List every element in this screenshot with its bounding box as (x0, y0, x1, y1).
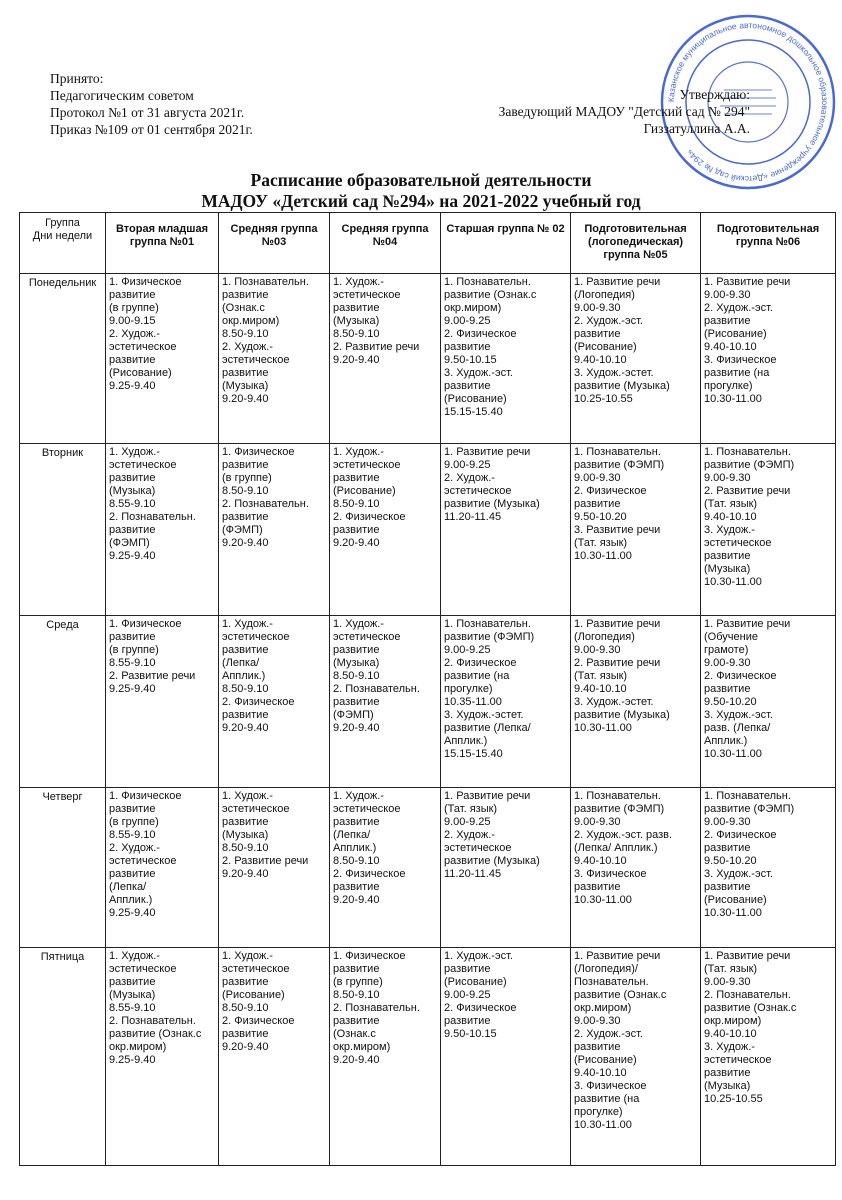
approval-line: Протокол №1 от 31 августа 2021г. (50, 105, 245, 120)
approval-block (50, 70, 253, 138)
schedule-cell: 1. Развитие речи (Обучение грамоте) 9.00-9.30 2. Физическое развитие 9.50-10.20 3. Худож.-эст. разв. (Лепка/ Апплик.) 10.30-11.00 (701, 616, 836, 788)
title-line-2: МАДОУ «Детский сад №294» на 2021-2022 учебный год (201, 191, 641, 211)
schedule-cell: 1. Познавательн. развитие (ФЭМП) 9.00-9.30 2. Худож.-эст. разв. (Лепка/ Апплик.) 9.40-10.10 3. Физическое развитие 10.30-11.00 (571, 788, 701, 948)
group-header: Подготовительная (логопедическая) группа №05 (571, 213, 701, 274)
schedule-cell: 1. Развитие речи (Тат. язык) 9.00-9.30 2. Познавательн. развитие (Ознак.с окр.миром) 9.40-10.10 3. Худож.- эстетическое развитие (Музыка) 10.25-10.55 (701, 948, 836, 1166)
day-cell: Четверг (20, 788, 106, 948)
group-header: Вторая младшая группа №01 (106, 213, 219, 274)
group-header: Средняя группа №03 (219, 213, 330, 274)
table-header-row (20, 213, 836, 274)
schedule-cell: 1. Худож.- эстетическое развитие (Музыка) 8.50-9.10 2. Познавательн. развитие (ФЭМП) 9.20-9.40 (330, 616, 441, 788)
schedule-cell: 1. Худож.- эстетическое развитие (Музыка) 8.50-9.10 2. Развитие речи 9.20-9.40 (219, 788, 330, 948)
schedule-cell: 1. Худож.- эстетическое развитие (Лепка/ Апплик.) 8.50-9.10 2. Физическое развитие 9.20-9.40 (219, 616, 330, 788)
schedule-cell: 1. Худож.- эстетическое развитие (Рисование) 8.50-9.10 2. Физическое развитие 9.20-9.40 (219, 948, 330, 1166)
schedule-cell: 1. Худож.- эстетическое развитие (Лепка/ Апплик.) 8.50-9.10 2. Физическое развитие 9.20-9.40 (330, 788, 441, 948)
group-header: Средняя группа №04 (330, 213, 441, 274)
schedule-cell: 1. Худож.-эст. развитие (Рисование) 9.00-9.25 2. Физическое развитие 9.50-10.15 (441, 948, 571, 1166)
schedule-cell: 1. Худож.- эстетическое развитие (Музыка) 8.55-9.10 2. Познавательн. развитие (Ознак.с окр.миром) 9.25-9.40 (106, 948, 219, 1166)
schedule-table (19, 212, 836, 1166)
approval-line: Педагогическим советом (50, 88, 194, 103)
title-line-1: Расписание образовательной деятельности (250, 170, 592, 190)
schedule-cell: 1. Худож.- эстетическое развитие (Музыка) 8.55-9.10 2. Познавательн. развитие (ФЭМП) 9.25-9.40 (106, 444, 219, 616)
schedule-cell: 1. Познавательн. развитие (ФЭМП) 9.00-9.30 2. Развитие речи (Тат. язык) 9.40-10.10 3. Худож.- эстетическое развитие (Музыка) 10.30-11.00 (701, 444, 836, 616)
approve-line: Заведующий МАДОУ "Детский сад № 294" (498, 104, 750, 119)
schedule-cell: 1. Развитие речи (Логопедия) 9.00-9.30 2. Худож.-эст. развитие (Рисование) 9.40-10.10 3. Худож.-эстет. развитие (Музыка) 10.25-10.55 (571, 274, 701, 444)
group-header: Подготовительная группа №06 (701, 213, 836, 274)
schedule-cell: 1. Познавательн. развитие (ФЭМП) 9.00-9.30 2. Физическое развитие 9.50-10.20 3. Развитие речи (Тат. язык) 10.30-11.00 (571, 444, 701, 616)
schedule-cell: 1. Познавательн. развитие (ФЭМП) 9.00-9.25 2. Физическое развитие (на прогулке) 10.35-11.00 3. Худож.-эстет. развитие (Лепка/ Апплик.) 15.15-15.40 (441, 616, 571, 788)
approve-line: Утверждаю: (679, 87, 750, 102)
approval-line: Приказ №109 от 01 сентября 2021г. (50, 122, 253, 137)
schedule-cell: 1. Развитие речи (Логопедия)/ Познавательн. развитие (Ознак.с окр.миром) 9.00-9.30 2. Худож.-эст. развитие (Рисование) 9.40-10.10 3. Физическое развитие (на прогулке) 10.30-11.00 (571, 948, 701, 1166)
schedule-cell: 1. Развитие речи 9.00-9.30 2. Худож.-эст. развитие (Рисование) 9.40-10.10 3. Физическое развитие (на прогулке) 10.30-11.00 (701, 274, 836, 444)
approve-line: Гиззатуллина А.А. (643, 121, 750, 136)
day-cell: Пятница (20, 948, 106, 1166)
schedule-cell: 1. Физическое развитие (в группе) 9.00-9.15 2. Худож.- эстетическое развитие (Рисование) 9.25-9.40 (106, 274, 219, 444)
schedule-cell: 1. Познавательн. развитие (ФЭМП) 9.00-9.30 2. Физическое развитие 9.50-10.20 3. Худож.-эст. развитие (Рисование) 10.30-11.00 (701, 788, 836, 948)
schedule-cell: 1. Физическое развитие (в группе) 8.55-9.10 2. Худож.- эстетическое развитие (Лепка/ Апплик.) 9.25-9.40 (106, 788, 219, 948)
document-title (0, 170, 842, 212)
schedule-cell: 1. Худож.- эстетическое развитие (Рисование) 8.50-9.10 2. Физическое развитие 9.20-9.40 (330, 444, 441, 616)
corner-header: Группа Дни недели (20, 213, 106, 274)
schedule-cell: 1. Развитие речи (Логопедия) 9.00-9.30 2. Развитие речи (Тат. язык) 9.40-10.10 3. Худож.-эстет. развитие (Музыка) 10.30-11.00 (571, 616, 701, 788)
schedule-cell: 1. Развитие речи 9.00-9.25 2. Худож.- эстетическое развитие (Музыка) 11.20-11.45 (441, 444, 571, 616)
table-row (20, 274, 836, 444)
table-row (20, 948, 836, 1166)
day-cell: Понедельник (20, 274, 106, 444)
schedule-cell: 1. Физическое развитие (в группе) 8.55-9.10 2. Развитие речи 9.25-9.40 (106, 616, 219, 788)
schedule-cell: 1. Познавательн. развитие (Ознак.с окр.миром) 9.00-9.25 2. Физическое развитие 9.50-10.15 3. Худож.-эст. развитие (Рисование) 15.15-15.40 (441, 274, 571, 444)
schedule-cell: 1. Худож.- эстетическое развитие (Музыка) 8.50-9.10 2. Развитие речи 9.20-9.40 (330, 274, 441, 444)
schedule-cell: 1. Развитие речи (Тат. язык) 9.00-9.25 2. Худож.- эстетическое развитие (Музыка) 11.20-11.45 (441, 788, 571, 948)
group-header: Старшая группа № 02 (441, 213, 571, 274)
table-row (20, 444, 836, 616)
day-cell: Вторник (20, 444, 106, 616)
schedule-cell: 1. Физическое развитие (в группе) 8.50-9.10 2. Познавательн. развитие (ФЭМП) 9.20-9.40 (219, 444, 330, 616)
approval-line: Принято: (50, 71, 104, 86)
table-row (20, 788, 836, 948)
schedule-cell: 1. Познавательн. развитие (Ознак.с окр.миром) 8.50-9.10 2. Худож.- эстетическое развитие (Музыка) 9.20-9.40 (219, 274, 330, 444)
seal-text: Казанское муниципальное автономное дошкольное образовательное учреждение «Детский сад № 294» (665, 19, 831, 185)
schedule-cell: 1. Физическое развитие (в группе) 8.50-9.10 2. Познавательн. развитие (Ознак.с окр.миром) 9.20-9.40 (330, 948, 441, 1166)
table-row (20, 616, 836, 788)
approval-signature-block (499, 86, 750, 137)
day-cell: Среда (20, 616, 106, 788)
